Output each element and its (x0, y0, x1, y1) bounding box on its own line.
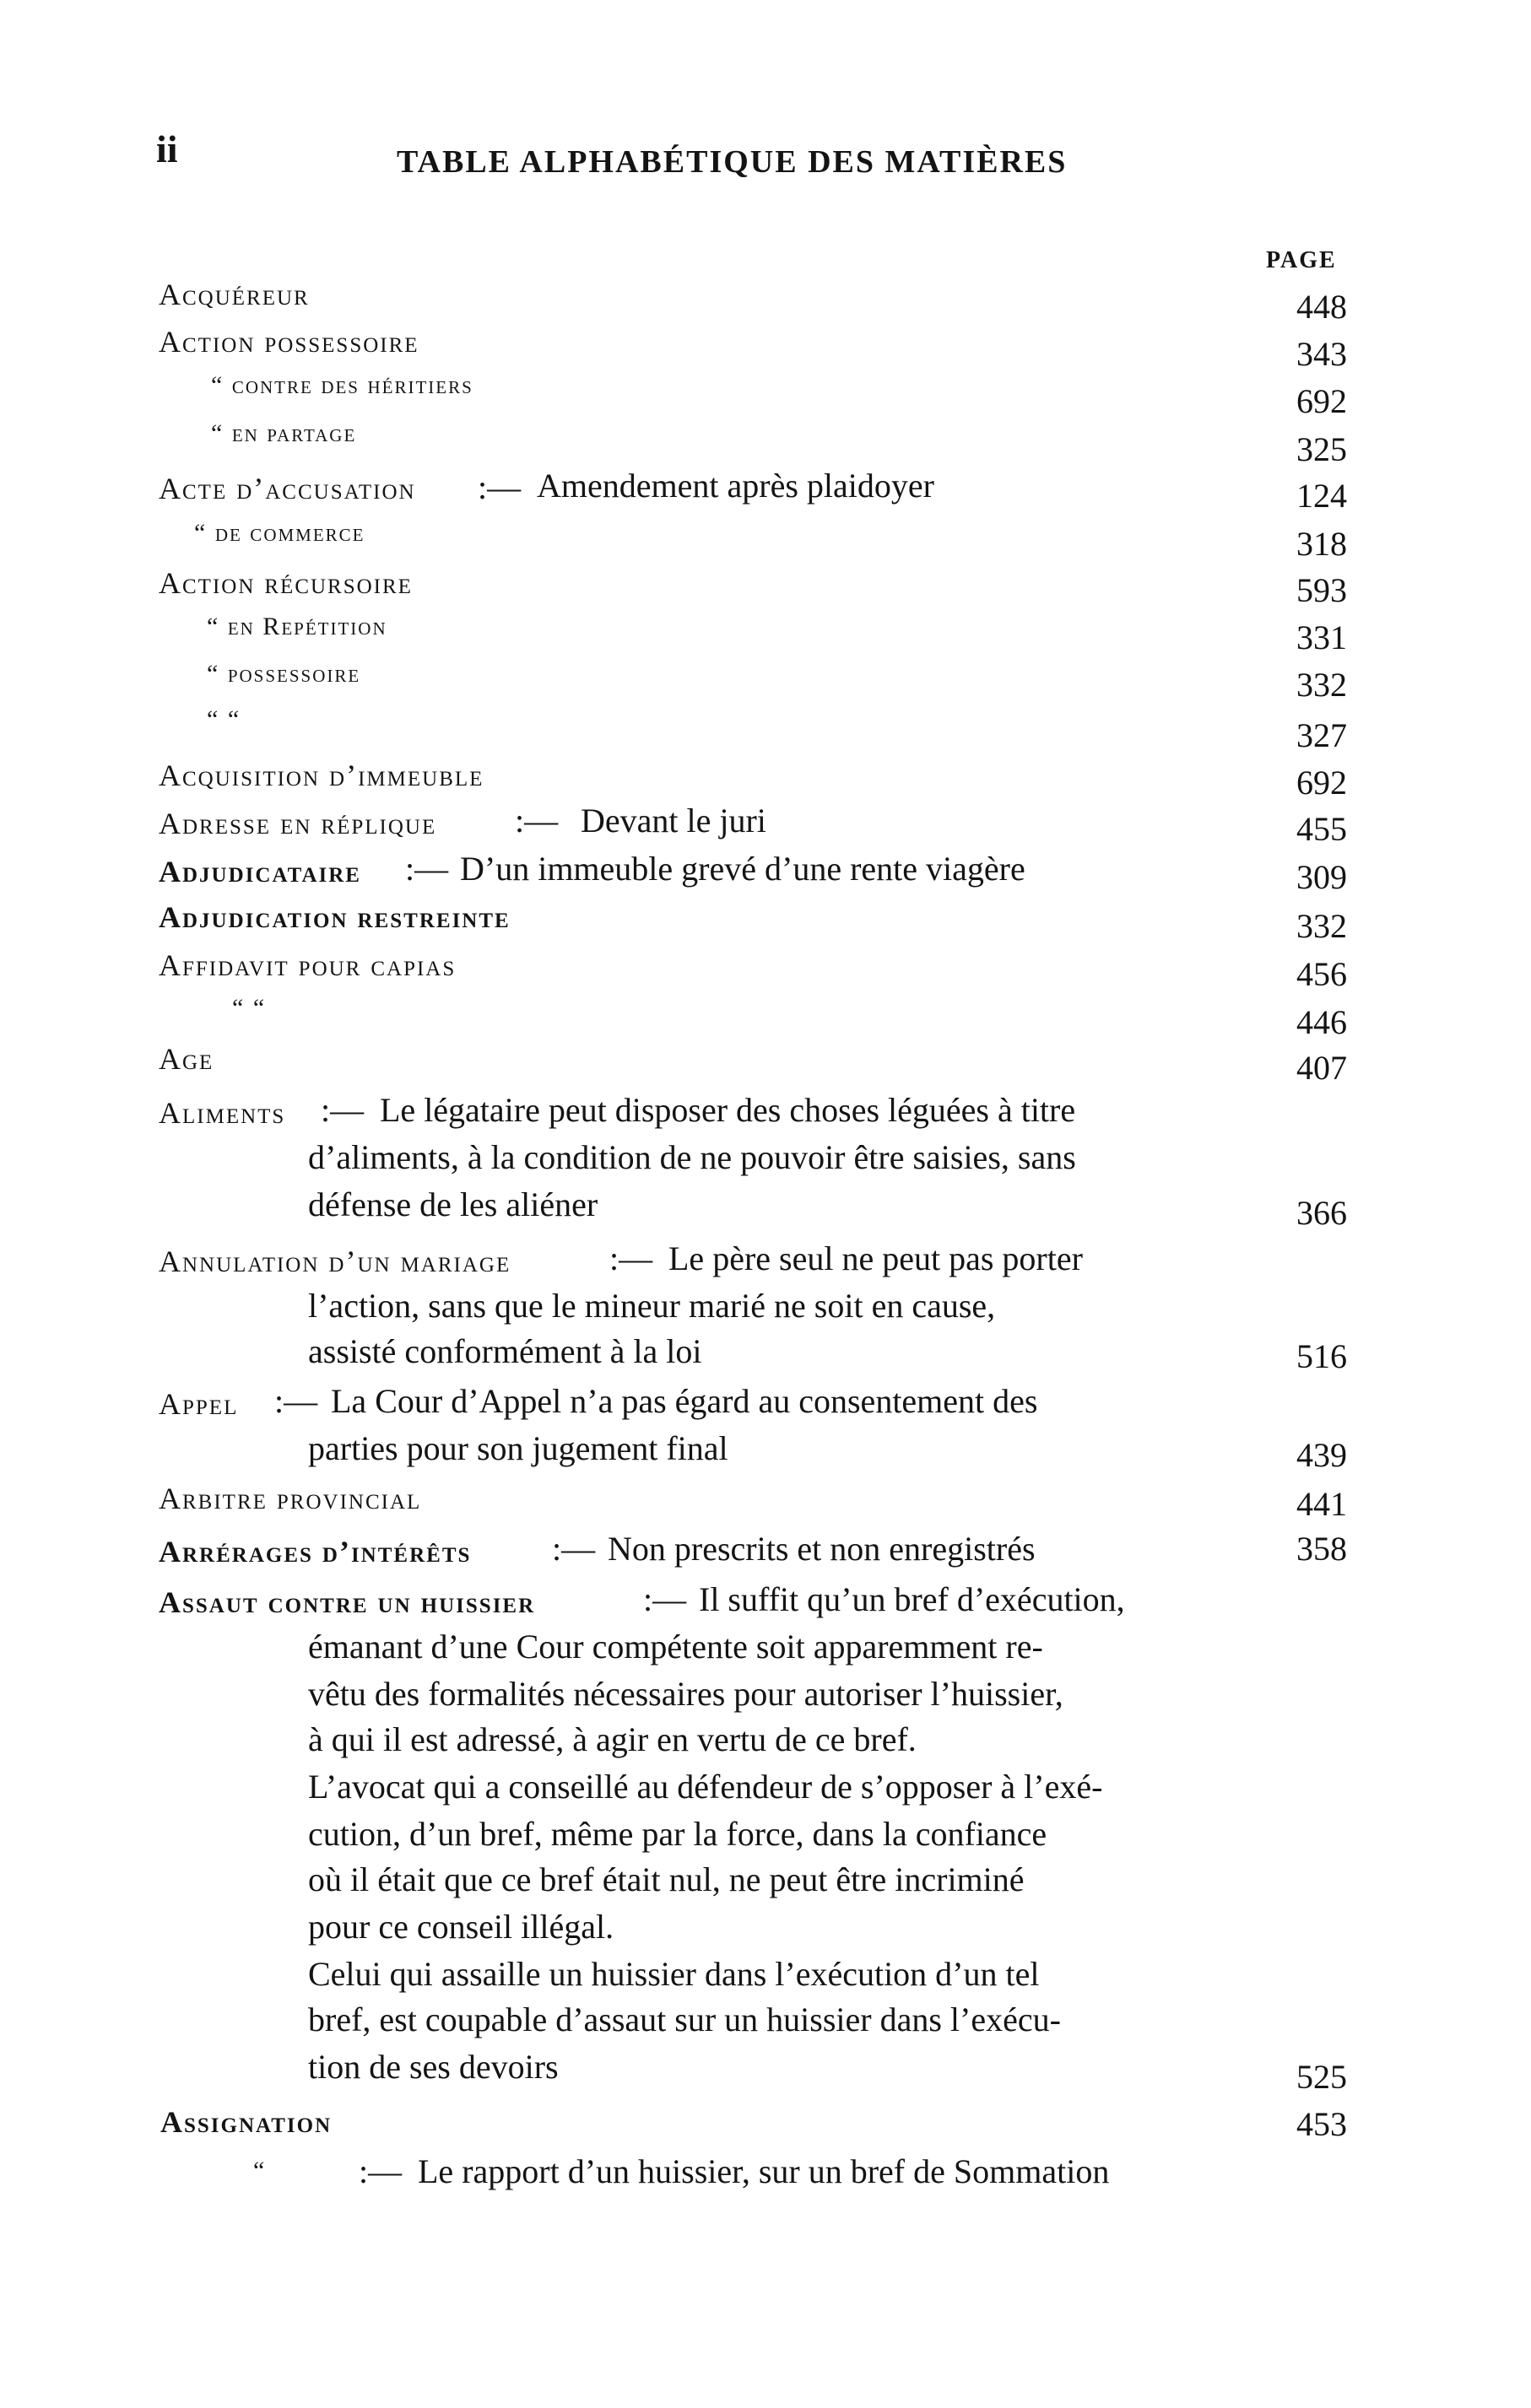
page-number: 593 (1296, 571, 1347, 609)
entry-heading: “ contre des héritiers (211, 371, 473, 399)
entry-text-line: pour ce conseil illégal. (308, 1908, 614, 1946)
entry-heading: “ de commerce (194, 519, 365, 547)
entry-heading: Aliments (159, 1096, 286, 1130)
page-number: 332 (1296, 666, 1347, 704)
entry-heading: Adjudicataire (159, 855, 361, 888)
entry-heading: Assaut contre un huissier (159, 1585, 536, 1619)
entry-text-line: Devant le juri (581, 802, 766, 840)
page-number: 439 (1296, 1436, 1347, 1474)
entry-text-line: bref, est coupable d’assaut sur un huissier dans l’exécu- (308, 2000, 1061, 2038)
page-number: 331 (1296, 618, 1347, 656)
entry-heading: Acquéreur (159, 278, 310, 311)
entry-text-line: à qui il est adressé, à agir en vertu de ce bref. (308, 1720, 917, 1758)
entry-text-line: vêtu des formalités nécessaires pour autoriser l’huissier, (308, 1675, 1063, 1713)
entry-separator: :— (321, 1091, 365, 1129)
page-number: 318 (1296, 525, 1347, 563)
page-number: 124 (1296, 477, 1347, 515)
entry-heading: Affidavit pour capias (159, 948, 457, 982)
page-number: 441 (1296, 1485, 1347, 1523)
entry-heading: “ en partage (211, 419, 357, 447)
entry-heading: “ en Repétition (207, 613, 387, 640)
page-number: 446 (1296, 1003, 1347, 1041)
entry-text-line: tion de ses devoirs (308, 2048, 559, 2086)
entry-heading: Acte d’accusation (159, 472, 416, 505)
page-number: 455 (1296, 810, 1347, 848)
entry-text-line: Le père seul ne peut pas porter (668, 1239, 1083, 1277)
entry-text-line: Amendement après plaidoyer (537, 467, 934, 505)
entry-text-line: Le légataire peut disposer des choses léguées à titre (380, 1091, 1076, 1129)
entry-heading: Acquisition d’immeuble (159, 759, 484, 792)
entry-heading: Age (159, 1042, 214, 1076)
entry-text-line: parties pour son jugement final (308, 1429, 728, 1467)
entry-heading: Action récursoire (159, 566, 413, 600)
page-number: 358 (1296, 1530, 1347, 1568)
entry-text-line: assisté conformément à la loi (308, 1332, 702, 1370)
entry-text-line: Il suffit qu’un bref d’exécution, (699, 1580, 1125, 1618)
page-column-heading: PAGE (1266, 247, 1337, 273)
entry-text-line: Celui qui assaille un huissier dans l’exécution d’un tel (308, 1955, 1040, 1993)
folio-number: ii (156, 127, 178, 170)
entry-text-line: La Cour d’Appel n’a pas égard au consentement des (331, 1382, 1038, 1420)
entry-heading: Arrérages d’intérêts (159, 1535, 472, 1568)
entry-text-line: Le rapport d’un huissier, sur un bref de Sommation (418, 2152, 1110, 2190)
entry-heading: “ possessoire (207, 660, 361, 688)
entry-separator: :— (552, 1530, 596, 1568)
entry-separator: :— (405, 850, 449, 888)
entry-separator: :— (643, 1580, 687, 1618)
entry-text-line: émanant d’une Cour compétente soit apparemment re- (308, 1628, 1043, 1666)
entry-heading: Action possessoire (159, 325, 419, 359)
entry-heading: Adjudication restreinte (159, 900, 511, 934)
entry-text-line: l’action, sans que le mineur marié ne soit en cause, (308, 1287, 996, 1325)
entry-separator: :— (274, 1382, 318, 1420)
entry-separator: :— (515, 802, 559, 840)
page-number: 366 (1296, 1194, 1347, 1232)
page-number: 692 (1296, 382, 1347, 420)
entry-heading: Arbitre provincial (159, 1482, 422, 1515)
page-number: 448 (1296, 288, 1347, 326)
entry-heading: Annulation d’un mariage (159, 1244, 511, 1278)
page-number: 332 (1296, 907, 1347, 945)
page-number: 516 (1296, 1337, 1347, 1375)
page-number: 525 (1296, 2058, 1347, 2096)
page-number: 407 (1296, 1049, 1347, 1087)
page-number: 343 (1296, 335, 1347, 373)
entry-text-line: cution, d’un bref, même par la force, dans la confiance (308, 1815, 1047, 1853)
entry-text-line: D’un immeuble grevé d’une rente viagère (460, 850, 1025, 888)
entry-text-line: défense de les aliéner (308, 1185, 598, 1223)
entry-separator: :— (359, 2152, 403, 2190)
entry-heading: “ (253, 2157, 267, 2184)
page-number: 325 (1296, 430, 1347, 468)
entry-text-line: Non prescrits et non enregistrés (608, 1530, 1036, 1568)
entry-heading: “ “ (232, 994, 267, 1022)
entry-separator: :— (609, 1239, 653, 1277)
page-number: 453 (1296, 2105, 1347, 2143)
entry-heading: Appel (159, 1387, 239, 1421)
entry-heading: Adresse en réplique (159, 807, 437, 840)
entry-separator: :— (478, 468, 522, 506)
page-number: 692 (1296, 764, 1347, 802)
running-head-title: TABLE ALPHABÉTIQUE DES MATIÈRES (397, 144, 1068, 180)
page-number: 456 (1296, 955, 1347, 993)
entry-text-line: d’aliments, à la condition de ne pouvoir être saisies, sans (308, 1138, 1076, 1176)
entry-heading: “ “ (207, 705, 241, 733)
page-number: 309 (1296, 858, 1347, 896)
page-number: 327 (1296, 716, 1347, 754)
entry-heading: Assignation (160, 2105, 333, 2139)
entry-text-line: L’avocat qui a conseillé au défendeur de s’opposer à l’exé- (308, 1768, 1103, 1806)
entry-text-line: où il était que ce bref était nul, ne peut être incriminé (308, 1860, 1025, 1898)
